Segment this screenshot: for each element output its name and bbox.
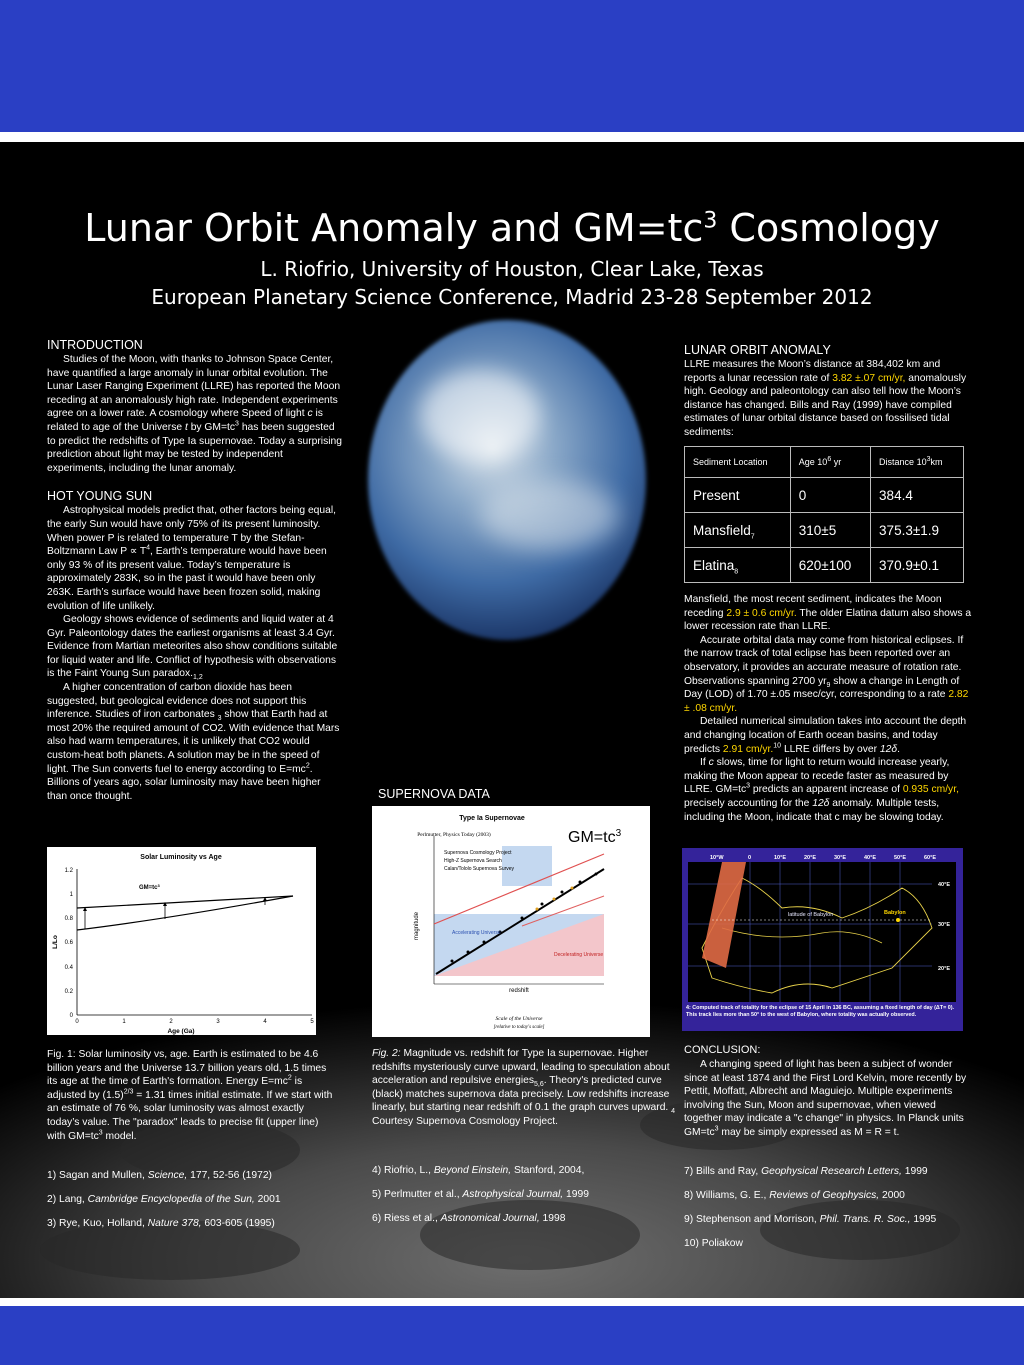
scale-sub-label: [relative to today's scale] [493, 1025, 545, 1030]
table-header: Distance $10^3km$ [871, 447, 964, 478]
conclusion-section [684, 1043, 974, 1140]
lunar-section-cont [684, 593, 974, 824]
reference-item: 4) Riofrio, L., Beyond Einstein, Stanford, 2004, [372, 1165, 585, 1176]
earth-image [368, 320, 646, 640]
supernova-heading: SUPERNOVA DATA [378, 787, 490, 801]
reference-item: 7) Bills and Ray, Geophysical Research Letters, 1999 [684, 1166, 928, 1177]
left-column [47, 338, 342, 803]
y-tick: 0.4 [64, 965, 73, 971]
map-label: 30°E [938, 922, 950, 928]
reference-item: 3) Rye, Kuo, Holland, Nature 378, 603-605 (1995) [47, 1218, 275, 1229]
conference-line: European Planetary Science Conference, Madrid 23-28 September 2012 [151, 285, 873, 309]
lunar-paragraph-3: Accurate orbital data may come from historical eclipses. If the narrow track of total eclipse has been reported over an observatory, it provides an accurate measure of rotation rate. Observations spanning 2700 $yr_9$ show a change in Length of Day (LOD) of 1.70 ±.05 msec/cyr, corresponding to a rate 2.82 ± .08 cm/yr. [684, 634, 969, 714]
supernova-chart [372, 806, 650, 1037]
x-axis-label: redshift [509, 988, 529, 994]
lunar-paragraph-4: Detailed numerical simulation takes into account the depth and changing location of Earth ocean basins, and today predicts 2.91 cm/yr.$^{10}$ LLRE differs by over 12δ. [684, 716, 967, 755]
intro-paragraph: Studies of the Moon, with thanks to Johnson Space Center, have quantified a large anomaly in lunar orbital evolution. The Lunar Laser Ranging Experiment (LLRE) has reported the Moon receding at an anomalously high rate. Independent experiments agree on a lower rate. A cosmology where Speed of light c is related to age of the Universe t by $GM=tc^3$ has been suggested to predict the redshifts of Type Ia supernovae. Today a surprising prediction about light may be tested by independent experiments, including the lunar anomaly. [47, 354, 342, 474]
map-label: 10°W [710, 855, 724, 861]
references-middle [372, 1165, 677, 1237]
lunar-paragraph-5: If c slows, time for light to return would increase yearly, making the Moon appear to recede faster as measured by LLRE. $GM=tc^3$ predicts an apparent increase of 0.935 cm/yr, precisely accounting for the 12δ anomaly. Multiple tests, including the Moon, indicate that c may be slowing today. [684, 757, 959, 823]
map-label: latitude of Babylon [788, 912, 834, 918]
fig2-caption: Fig. 2: Magnitude vs. redshift for Type Ia supernovae. Higher redshifts mysteriously curve upward, leading to speculation about acceleration and repulsive energies$_{5,6}$. Theory's predicted curve (black) matches supernova data precisely. Low redshifts increase linearly, but starting near redshift of 0.1 the graph curves upward. $_4$ Courtesy Supernova Cosmology Project. [372, 1048, 676, 1127]
supernova-heading-wrap [378, 787, 578, 802]
references-right [684, 1166, 984, 1262]
hot-paragraph-1: Astrophysical models predict that, other factors being equal, the early Sun would have only 75% of its present luminosity. When power P is related to temperature T by the Stefan-Boltzmann Law $P \propto T^4$, Earth’s temperature would have been only 93 % of its present value. Today’s temperature is approximately 283K, so in the past it would have been only 263K. Earth’s surface would have been frozen solid, making evolution of life unlikely. [47, 505, 337, 612]
x-tick: 0 [75, 1019, 79, 1025]
reference-item: 6) Riess et al., Astronomical Journal, 1998 [372, 1213, 566, 1224]
fig1-caption: Fig. 1: Solar luminosity vs, age. Earth is estimated to be 4.6 billion years and the Universe 13.7 billion years old, 1.5 times its age at the time of Earth's formation. Energy $E=mc^2$ is adjusted by $(1.5)^{2/3} = 1.31$ times initial estimate. If we start with an estimate of 76 %, solar luminosity was almost exactly today’s value. The "paradox" leads to precise fit (upper line) with $GM=tc^3$ model. [47, 1049, 333, 1142]
map-label: 40°E [938, 882, 950, 888]
y-tick: 0.8 [64, 916, 73, 922]
map-label: Babylon [884, 910, 906, 916]
accelerating-label: Accelerating Universe [452, 930, 501, 936]
scale-label: Scale of the Universe [495, 1016, 543, 1022]
table-header-row [685, 447, 964, 478]
lunar-paragraph-1: LLRE measures the Moon’s distance at 384,402 km and reports a lunar recession rate of 3.82 ±.07 cm/yr, anomalously high. Geology and paleontology can also tell how the Moon’s distance has changed. Bills and Ray (1999) have compiled estimates of lunar orbital distance based on fossilised tidal sediments: [684, 359, 967, 438]
lunar-distance-table [684, 446, 964, 583]
lunar-paragraph-2: Mansfield, the most recent sediment, indicates the Moon receding 2.9 ± 0.6 cm/yr. The older Elatina datum also shows a lower recession rate than LLRE. [684, 594, 972, 633]
top-rule [0, 132, 1024, 142]
x-tick: 2 [169, 1019, 173, 1025]
lunar-heading: LUNAR ORBIT ANOMALY [684, 343, 831, 357]
y-tick: 0.2 [64, 989, 73, 995]
map-label: 60°E [924, 855, 936, 861]
chart-source: Perlmutter, Physics Today (2003) [417, 832, 491, 838]
lunar-section [684, 343, 974, 440]
intro-heading: INTRODUCTION [47, 338, 143, 352]
y-tick: 0 [69, 1013, 73, 1019]
reference-item: 8) Williams, G. E., Reviews of Geophysics, 2000 [684, 1190, 905, 1201]
x-tick: 5 [310, 1019, 314, 1025]
decelerating-label: Decelerating Universe [554, 952, 604, 958]
map-label: 20°E [804, 855, 816, 861]
y-tick: 1 [69, 892, 73, 898]
x-axis-label: Age (Ga) [167, 1028, 195, 1035]
legend-entry: Supernova Cosmology Project [444, 850, 512, 856]
chart-title: Solar Luminosity vs Age [140, 854, 222, 861]
eclipse-track-map [682, 848, 963, 1031]
gm-tc3-label: $GM=tc^3$ [568, 828, 622, 846]
lower-curve [77, 896, 293, 930]
hot-young-sun-heading: HOT YOUNG SUN [47, 489, 153, 504]
x-tick: 1 [122, 1019, 126, 1025]
table-header: Age $10^6$ yr [790, 447, 870, 478]
table-row: Elatina$_8$ 620±100 370.9±0.1 [685, 548, 964, 583]
conclusion-paragraph: A changing speed of light has been a subject of wonder since at least 1874 and the First Lord Kelvin, more recently by Pettit, Moffatt, Albrecht and Maguiejo. Multiple experiments involving the Sun, Moon and supernovae, when viewed together may indicate a "c change" in physics. In Planck units $GM=tc^3$ may be simply expressed as M = R = t. [684, 1059, 967, 1138]
reference-item: 9) Stephenson and Morrison, Phil. Trans. R. Soc., 1995 [684, 1214, 937, 1225]
hot-paragraph-3: A higher concentration of carbon dioxide has been suggested, but geological evidence does not support this inference. Studies of iron carbonates $_3$ show that Earth had at most 20% the required amount of CO2. With evidence that Mars also had warm temperatures, it is unlikely that CO2 would custom-heat both planets. A solution may be in the speed of light. The Sun converts fuel to energy according to $E=mc^2$. Billions of years ago, solar luminosity may have been higher than once thought. [47, 682, 340, 802]
y-tick: 0.6 [64, 940, 73, 946]
solar-luminosity-chart [47, 847, 316, 1035]
author-line: L. Riofrio, University of Houston, Clear Lake, Texas [260, 257, 764, 281]
map-label: 30°E [834, 855, 846, 861]
references-left [47, 1170, 347, 1242]
top-banner [0, 0, 1024, 132]
y-axis-label: magnitude [414, 911, 420, 941]
table-row: Present 0 384.4 [685, 478, 964, 513]
table-row: Mansfield$_7$ 310±5 375.3±1.9 [685, 513, 964, 548]
conclusion-heading: CONCLUSION: [684, 1044, 761, 1056]
chart-title: Type Ia Supernovae [459, 815, 525, 822]
map-label: 50°E [894, 855, 906, 861]
hot-paragraph-2: Geology shows evidence of sediments and liquid water at 4 Gyr. Paleontology dates the earliest organisms at least 3.4 Gyr. Evidence from Martian meteorites also show conditions suitable for liquid water and life. Conflict of hypothesis with observations is the Faint Young Sun $paradox._{1,2}$ [47, 614, 338, 682]
x-tick: 4 [263, 1019, 267, 1025]
table-header: Sediment Location [685, 447, 791, 478]
legend-entry: Calan/Tololo Supernova Survey [444, 866, 515, 872]
reference-item: 10) Poliakow [684, 1238, 743, 1249]
map-label: 40°E [864, 855, 876, 861]
map-label: 20°E [938, 966, 950, 972]
map-caption: 4: Computed track of totality for the eclipse of 15 April in 136 BC, assuming a fixed length of day (ΔT= 0). This track lies more than 50° to the west of Babylon, where totality was actually observed. [686, 1005, 955, 1018]
bottom-banner [0, 1306, 1024, 1365]
reference-item: 2) Lang, Cambridge Encyclopedia of the Sun, 2001 [47, 1194, 281, 1205]
gm-tc3-label: $GM=tc^3$ [139, 883, 160, 891]
y-tick: 1.2 [64, 868, 73, 874]
x-tick: 3 [216, 1019, 220, 1025]
map-label: 10°E [774, 855, 786, 861]
bottom-rule [0, 1298, 1024, 1306]
reference-item: 1) Sagan and Mullen, Science, 177, 52-56 (1972) [47, 1170, 272, 1181]
map-label: 0 [748, 855, 752, 861]
poster-title: Lunar Orbit Anomaly and $GM=tc^3$ Cosmology [84, 206, 940, 250]
legend-entry: High-Z Supernova Search [444, 858, 502, 864]
y-axis-label: L/Lo [52, 935, 59, 949]
reference-item: 5) Perlmutter et al., Astrophysical Journal, 1999 [372, 1189, 589, 1200]
